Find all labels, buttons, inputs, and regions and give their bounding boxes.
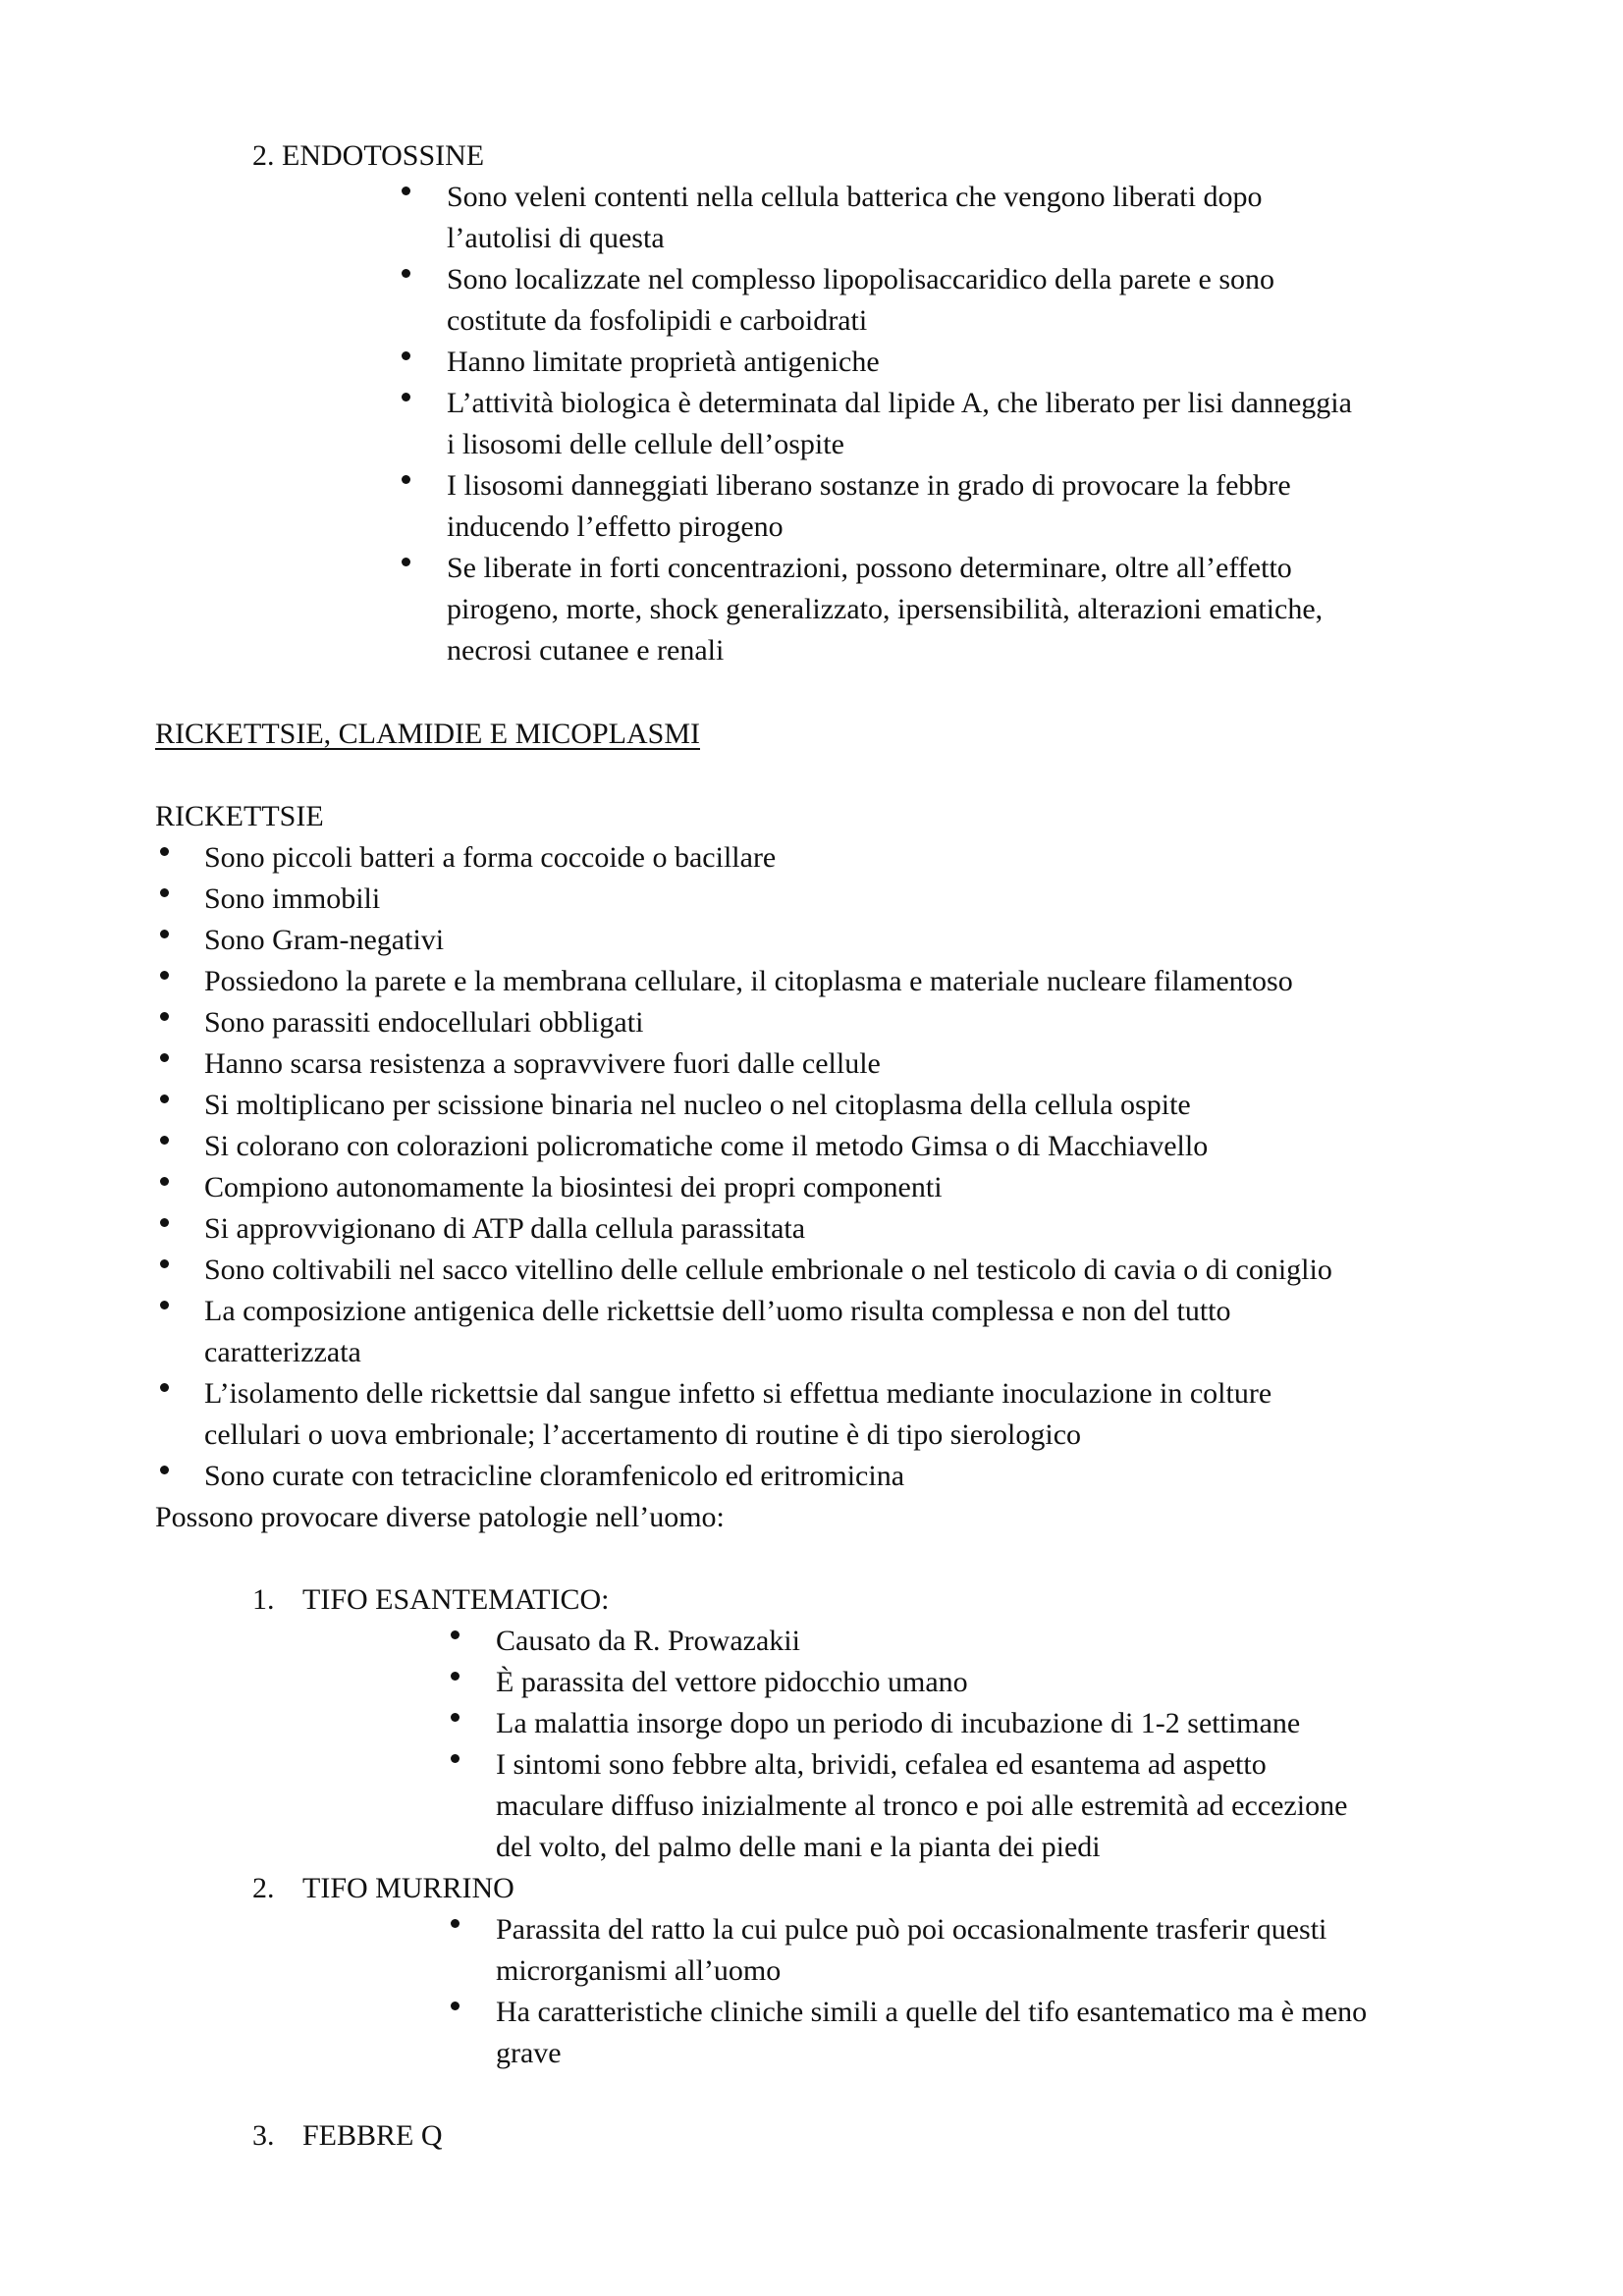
bullet-icon (402, 187, 410, 195)
list-item-line: Sono Gram-negativi (204, 924, 445, 956)
list-item-line: Hanno limitate proprietà antigeniche (447, 346, 880, 378)
list-item-line: La composizione antigenica delle rickettsie dell’uomo risulta complessa e non del tutto (204, 1295, 1231, 1327)
patologia-title: TIFO ESANTEMATICO: (302, 1583, 610, 1616)
list-item-line: Sono curate con tetracicline cloramfenicolo ed eritromicina (204, 1460, 905, 1492)
patologia-title: TIFO MURRINO (302, 1872, 514, 1904)
list-item-line: Sono coltivabili nel sacco vitellino delle cellule embrionale o nel testicolo di cavia o di coniglio (204, 1254, 1332, 1286)
bullet-icon (160, 1177, 169, 1186)
list-item-line: pirogeno, morte, shock generalizzato, ipersensibilità, alterazioni ematiche, (447, 593, 1324, 625)
bullet-icon (402, 475, 410, 484)
bullet-icon (160, 1466, 169, 1474)
bullet-icon (451, 1672, 460, 1681)
list-item-line: del volto, del palmo delle mani e la pianta dei piedi (496, 1831, 1101, 1863)
list-item-line: Sono piccoli batteri a forma coccoide o bacillare (204, 841, 777, 874)
rickettsie-heading: RICKETTSIE (155, 800, 324, 832)
bullet-icon (451, 1919, 460, 1928)
list-item-line: inducendo l’effetto pirogeno (447, 510, 784, 543)
bullet-icon (160, 971, 169, 980)
list-item-line: La malattia insorge dopo un periodo di incubazione di 1-2 settimane (496, 1707, 1301, 1739)
list-item-line: cellulari o uova embrionale; l’accertamento di routine è di tipo sierologico (204, 1418, 1082, 1451)
list-item-line: L’attività biologica è determinata dal lipide A, che liberato per lisi danneggia (447, 387, 1352, 419)
bullet-icon (160, 1053, 169, 1062)
bullet-icon (451, 1713, 460, 1722)
list-item-line: Sono veleni contenti nella cellula batterica che vengono liberati dopo (447, 181, 1263, 213)
list-item-line: caratterizzata (204, 1336, 361, 1368)
list-item-line: Parassita del ratto la cui pulce può poi occasionalmente trasferir questi (496, 1913, 1327, 1946)
list-item-line: necrosi cutanee e renali (447, 634, 725, 667)
list-item-line: I lisosomi danneggiati liberano sostanze in grado di provocare la febbre (447, 469, 1291, 502)
bullet-icon (160, 930, 169, 938)
bullet-icon (160, 1095, 169, 1103)
list-item-line: maculare diffuso inizialmente al tronco e poi alle estremità ad eccezione (496, 1789, 1348, 1822)
patologia-number: 1. (252, 1583, 275, 1616)
list-item-line: Si approvvigionano di ATP dalla cellula parassitata (204, 1212, 806, 1245)
list-item-line: Se liberate in forti concentrazioni, possono determinare, oltre all’effetto (447, 552, 1292, 584)
bullet-icon (160, 1259, 169, 1268)
bullet-icon (160, 1301, 169, 1309)
list-item-line: Compiono autonomamente la biosintesi dei propri componenti (204, 1171, 943, 1203)
bullet-icon (451, 2002, 460, 2010)
list-item-line: microrganismi all’uomo (496, 1954, 782, 1987)
list-item-line: L’isolamento delle rickettsie dal sangue infetto si effettua mediante inoculazione in colture (204, 1377, 1272, 1410)
list-item-line: grave (496, 2037, 562, 2069)
bullet-icon (160, 1218, 169, 1227)
list-item-line: Ha caratteristiche cliniche simili a quelle del tifo esantematico ma è meno (496, 1996, 1368, 2028)
list-item-line: Hanno scarsa resistenza a sopravvivere fuori dalle cellule (204, 1047, 881, 1080)
list-item-line: È parassita del vettore pidocchio umano (496, 1666, 968, 1698)
bullet-icon (160, 888, 169, 897)
bullet-icon (451, 1630, 460, 1639)
list-item-line: Si moltiplicano per scissione binaria nel nucleo o nel citoplasma della cellula ospite (204, 1089, 1191, 1121)
list-item-line: i lisosomi delle cellule dell’ospite (447, 428, 844, 460)
bullet-icon (160, 1383, 169, 1392)
bullet-icon (160, 1012, 169, 1021)
list-item-line: I sintomi sono febbre alta, brividi, cefalea ed esantema ad aspetto (496, 1748, 1267, 1781)
list-item-line: Possiedono la parete e la membrana cellulare, il citoplasma e materiale nucleare filamentoso (204, 965, 1293, 997)
rickettsie-after-text: Possono provocare diverse patologie nell’uomo: (155, 1501, 725, 1533)
patologia-number: 3. (252, 2119, 275, 2152)
list-item-line: Causato da R. Prowazakii (496, 1625, 800, 1657)
patologia-title: FEBBRE Q (302, 2119, 443, 2152)
bullet-icon (402, 393, 410, 401)
list-item-line: costitute da fosfolipidi e carboidrati (447, 304, 868, 337)
bullet-icon (160, 1136, 169, 1145)
endotossine-heading: 2. ENDOTOSSINE (252, 139, 485, 172)
list-item-line: Sono localizzate nel complesso lipopolisaccaridico della parete e sono (447, 263, 1275, 295)
list-item-line: Sono parassiti endocellulari obbligati (204, 1006, 644, 1039)
bullet-icon (402, 269, 410, 278)
bullet-icon (402, 558, 410, 566)
bullet-icon (160, 847, 169, 856)
list-item-line: Sono immobili (204, 882, 381, 915)
section-title: RICKETTSIE, CLAMIDIE E MICOPLASMI (155, 718, 700, 750)
patologia-number: 2. (252, 1872, 275, 1904)
list-item-line: Si colorano con colorazioni policromatiche come il metodo Gimsa o di Macchiavello (204, 1130, 1209, 1162)
bullet-icon (402, 351, 410, 360)
bullet-icon (451, 1754, 460, 1763)
list-item-line: l’autolisi di questa (447, 222, 665, 254)
